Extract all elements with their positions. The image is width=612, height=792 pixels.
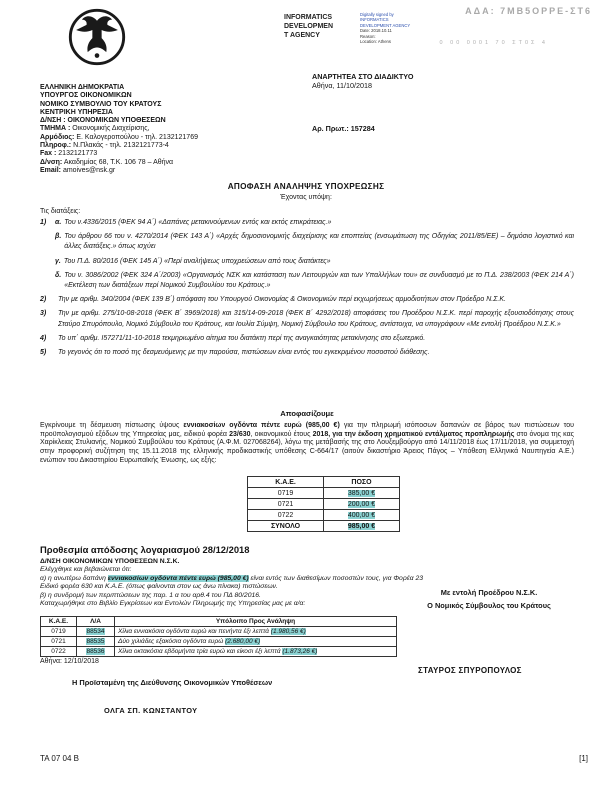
decision-text: στο όνομα της κας Χαρίκλειας Στυλιανής, Νομικού Συμβούλου του Κράτους (Α.Φ.Μ. 027068264), λόγω της μετάβασής της στο Λουξεμβούργο από 14/11/2018 έως 17/11/2018, για συμμετοχή στην προφορική συζήτηση της 15.11.2018 της ελληνικής προδικαστικής υπόθεσης C-664/17 (αιτούν δικαστήριο Άρειος Πάγος – Υπόθεση Ελληνικά Ναυπηγεία Α.Ε.) ενώπιον του Δικαστηρίου Ευρωπαϊκής Ένωσης, ως εξής: xyxy=(40,430,574,464)
verification-section xyxy=(40,558,424,608)
deadline-line: Προθεσμία απόδοσης λογαριασμού 28/12/2018 xyxy=(40,544,250,555)
letterhead-line xyxy=(40,84,300,92)
kae-header: Κ.Α.Ε. xyxy=(248,477,324,488)
verification-checked: Ελέγχθηκε και βεβαιώνεται ότι: xyxy=(40,566,132,574)
decision-year: 2018, για την έκδοση χρηματικού εντάλματος προπληρωμής xyxy=(312,430,517,438)
balance-header: Υπόλοιπο Προς Ανάληψη xyxy=(115,617,397,627)
kae-cell: 0721 xyxy=(248,499,324,510)
total-value: 985,00 € xyxy=(347,522,376,530)
stamp-agency-line: DEVELOPMEN xyxy=(284,23,334,30)
balances-row xyxy=(41,627,397,637)
verification-a-amount: εννιακοσίων ογδόντα πέντε ευρώ (985,00 €) xyxy=(107,574,249,582)
signer-name: ΣΤΑΥΡΟΣ ΣΠΥΡΟΠΟΥΛΟΣ xyxy=(418,666,522,675)
header-right xyxy=(312,72,552,90)
letterhead-label: Email: xyxy=(40,166,62,174)
letterhead-label: Πληροφ.: xyxy=(40,142,72,150)
kae-cell: 0722 xyxy=(248,510,324,521)
letterhead-value: Ε. Καλογεροπούλου - τηλ. 2132121769 xyxy=(74,133,198,141)
balance-cell xyxy=(115,637,397,647)
ada-code: ΑΔΑ: 7ΜΒ5ΟΡΡΕ-ΣΤ6 xyxy=(465,6,592,16)
letterhead-line xyxy=(40,142,300,150)
consideration-number: 4) xyxy=(40,334,47,342)
consideration-item xyxy=(40,334,574,344)
consideration-item xyxy=(40,257,574,267)
signoff-date: Αθήνα: 12/10/2018 xyxy=(40,658,99,665)
stamp-signature-line: Location: Athens xyxy=(360,39,391,45)
stamp-agency xyxy=(284,13,356,40)
letterhead-label: Fax : xyxy=(40,150,57,158)
balance-text: Χίλια οκτακόσια εβδομήντα τρία ευρώ και είκοσι έξι λεπτά xyxy=(118,648,283,655)
stamp-signature-line: DEVELOPMENT AGENCY xyxy=(360,22,411,28)
balance-text: Δύο χιλιάδες εξακόσια ογδόντα ευρώ xyxy=(118,638,226,645)
amounts-row xyxy=(248,488,400,499)
letterhead-value: Ν.Πλακάς - τηλ. 2132121773-4 xyxy=(71,142,169,150)
stamp-signature-line: Digitally signed by xyxy=(360,12,394,17)
decision-text: για την πληρωμή ισόποσων δαπανών σε βάρος των πιστώσεων του προϋπολογισμού εξόδων της Υπηρεσίας μας, ειδικού φορέα xyxy=(40,421,574,438)
letterhead-line xyxy=(40,159,300,167)
consideration-text: Το υπ΄ αριθμ. Ι57271/11-10-2018 τεκμηριωμένο αίτημα του διατάκτη περί της αναγκαιότητας μετακίνησης στο εξωτερικό. xyxy=(58,334,426,342)
stamp-signature-line: Date: 2018.10.11 xyxy=(360,28,392,34)
title-block xyxy=(0,182,612,201)
la-value: 88536 xyxy=(86,648,105,655)
consideration-mark: δ. xyxy=(55,271,62,279)
page-title: ΑΠΟΦΑΣΗ ΑΝΑΛΗΨΗΣ ΥΠΟΧΡΕΩΣΗΣ xyxy=(227,182,385,191)
city-date: Αθήνα, 11/10/2018 xyxy=(312,81,372,90)
decision-text: Εγκρίνουμε τη δέσμευση πίστωσης ύψους xyxy=(40,421,184,429)
consideration-number: 1) xyxy=(40,219,47,226)
department-head-name: ΟΛΓΑ ΣΠ. ΚΩΝΣΤΑΝΤΟΥ xyxy=(104,706,198,715)
balances-row xyxy=(41,647,397,657)
letterhead-label: ΥΠΟΥΡΓΟΣ ΟΙΚΟΝΟΜΙΚΩΝ xyxy=(40,92,132,100)
la-cell xyxy=(77,647,115,657)
kae-cell: 0722 xyxy=(41,647,77,657)
balance-amount: (2.680,00 €) xyxy=(225,638,261,645)
decision-text: , οικονομικού έτους xyxy=(250,430,313,438)
consideration-mark: γ. xyxy=(55,257,61,265)
verification-item-b: β) η συνδρομή των περιπτώσεων της παρ. 1 α του αρθ.4 του ΠΔ 80/2016. xyxy=(40,591,261,599)
consideration-item xyxy=(40,295,574,305)
amounts-row xyxy=(248,510,400,521)
verification-a-text: είναι εντός των διαθεσίμων ποσοστών τους, για Φορέα 23 Ειδικό φορέα 630 και Κ.Α.Ε. (όπως φαίνονται στον ως άνω πίνακα) πιστώσεων. xyxy=(40,574,424,591)
kae-cell: 0719 xyxy=(41,627,77,637)
consideration-text: Το γεγονός ότι το ποσό της δεσμευόμενης με την παρούσα, πιστώσεων είναι εντός του εγκεκριμένου ποσοστού διάθεσης. xyxy=(58,349,430,357)
department-head-title: Η Προϊσταμένη της Διεύθυνσης Οικονομικών Υποθέσεων xyxy=(72,678,273,687)
letterhead-label: ΝΟΜΙΚΟ ΣΥΜΒΟΥΛΙΟ ΤΟΥ ΚΡΑΤΟΥΣ xyxy=(40,100,162,108)
kae-header: Κ.Α.Ε. xyxy=(41,617,77,627)
balance-cell xyxy=(115,627,397,637)
publish-notice: ΑΝΑΡΤΗΤΕΑ ΣΤΟ ΔΙΑΔΙΚΤΥΟ xyxy=(312,72,414,81)
total-cell xyxy=(324,521,400,532)
balances-table xyxy=(40,616,397,657)
decision-heading: Αποφασίζουμε xyxy=(280,409,334,418)
amount-value: 200,00 € xyxy=(347,500,376,508)
consideration-number: 3) xyxy=(40,310,47,318)
verification-item-a xyxy=(40,575,424,592)
amount-cell xyxy=(324,499,400,510)
having-regard: Έχοντας υπόψη: xyxy=(280,194,332,201)
consideration-item xyxy=(40,218,574,228)
decision-fund-code: 23/630 xyxy=(229,430,251,438)
stamp-agency-line: INFORMATICS xyxy=(284,14,333,21)
letterhead-label: ΚΕΝΤΡΙΚΗ ΥΠΗΡΕΣΙΑ xyxy=(40,108,113,116)
amount-cell xyxy=(324,488,400,499)
provisions-label: Τις διατάξεις: xyxy=(40,208,81,215)
letterhead-value: 2132121773 xyxy=(56,150,98,158)
register-line: Καταχωρήθηκε στο Βιβλίο Εγκρίσεων και Εντολών Πληρωμής της Υπηρεσίας μας με α/α: xyxy=(40,600,306,608)
total-label: ΣΥΝΟΛΟ xyxy=(248,521,324,532)
la-cell xyxy=(77,627,115,637)
letterhead-line xyxy=(40,101,300,109)
consideration-item xyxy=(40,309,574,329)
letterhead-label: ΕΛΛΗΝΙΚΗ ΔΗΜΟΚΡΑΤΙΑ xyxy=(40,84,125,91)
amount-value: 400,00 € xyxy=(347,511,376,519)
balance-amount: (1.980,56 €) xyxy=(270,628,306,635)
la-value: 88534 xyxy=(86,628,105,635)
amounts-row xyxy=(248,499,400,510)
letterhead-line xyxy=(40,167,300,175)
order-block xyxy=(396,588,582,610)
letterhead xyxy=(40,84,300,175)
consideration-number xyxy=(40,271,55,291)
consideration-text: Του ν.4336/2015 (ΦΕΚ 94 Α΄) «Δαπάνες μετακινούμενων εντός και εκτός επικράτειας.» xyxy=(64,219,332,226)
letterhead-label: Δ/ΝΣΗ : ΟΙΚΟΝΟΜΙΚΩΝ ΥΠΟΘΕΣΕΩΝ xyxy=(40,117,166,125)
decision-section xyxy=(40,410,574,466)
balance-text: Χίλια εννιακόσια ογδόντα ευρώ και πενήντα έξι λεπτά xyxy=(118,628,271,635)
letterhead-value: Ακαδημίας 68, Τ.Κ. 106 78 – Αθήνα xyxy=(62,158,174,166)
consideration-number xyxy=(40,232,55,252)
coat-of-arms-icon xyxy=(68,8,126,66)
consideration-mark: β. xyxy=(55,233,62,241)
amounts-table xyxy=(247,476,400,532)
consideration-number xyxy=(40,257,55,267)
decision-paragraph xyxy=(40,422,574,466)
balance-amount: (1.873,26 €) xyxy=(282,648,318,655)
letterhead-label: Δ/νση: xyxy=(40,158,63,166)
stamp-signature-line: INFORMATICS xyxy=(360,17,389,23)
kae-cell: 0719 xyxy=(248,488,324,499)
consideration-text: Την με αριθμ. 340/2004 (ΦΕΚ 139 Β΄) απόφαση του Υπουργού Οικονομίας & Οικονομικών περί εκχωρήσεως αρμοδιοτήτων στον Πρόεδρο Ν.Σ.Κ. xyxy=(58,296,506,304)
considerations-list xyxy=(40,218,574,362)
consideration-number: 5) xyxy=(40,349,47,357)
balance-cell xyxy=(115,647,397,657)
letterhead-line xyxy=(40,92,300,100)
letterhead-line xyxy=(40,125,300,133)
verification-a-text: α) η ανωτέρω δαπάνη xyxy=(40,574,108,582)
total-row xyxy=(248,521,400,532)
amount-value: 385,00 € xyxy=(347,489,376,497)
la-header: Λ/Α xyxy=(77,617,115,627)
amount-cell xyxy=(324,510,400,521)
consideration-text: Του άρθρου 66 του ν. 4270/2014 (ΦΕΚ 143 Α΄) «Αρχές δημοσιονομικής διαχείρισης και εποπτείας (ενσωμάτωση της Οδηγίας 2011/85/ΕΕ) – δημόσιο λογιστικό και άλλες διατάξεις.» όπως ισχύει xyxy=(64,233,574,251)
amount-header: ΠΟΣΟ xyxy=(324,477,400,488)
letterhead-value: Οικονομικής Διαχείρισης, xyxy=(70,125,150,133)
letterhead-label: Αρμόδιος: xyxy=(40,133,75,141)
stamp-digits: 0 00 0001 70 ΣΤ0Σ 4 xyxy=(439,40,548,46)
email-value: amoives@nsk.gr xyxy=(61,166,116,174)
letterhead-label: ΤΜΗΜΑ : xyxy=(40,125,71,133)
letterhead-line xyxy=(40,134,300,142)
amounts-table-header xyxy=(248,477,400,488)
page-number: [1] xyxy=(579,754,588,763)
consideration-number: 2) xyxy=(40,296,47,304)
kae-cell: 0721 xyxy=(41,637,77,647)
consideration-item xyxy=(40,232,574,252)
consideration-text: Την με αριθμ. 275/10-08-2018 (ΦΕΚ Β΄ 3969/2018) και 315/14-09-2018 (ΦΕΚ Β΄ 4292/2018) αποφάσεις του Προέδρου Ν.Σ.Κ. περί παροχής εξουσιοδότησης στους Σταύρο Σπυρόπουλο, Νομικό Σύμβουλο του Κράτους, και Ιουλία Σύμψη, Νομική Σύμβουλο του Κράτους, αντίστοιχα, να υπογράφουν «Με εντολή Προέδρου Ν.Σ.Κ.» xyxy=(58,310,574,328)
verification-dept: Δ/ΝΣΗ ΟΙΚΟΝΟΜΙΚΩΝ ΥΠΟΘΕΣΕΩΝ Ν.Σ.Κ. xyxy=(40,558,180,565)
consideration-mark: α. xyxy=(55,219,62,226)
protocol-number: Αρ. Πρωτ.: 157284 xyxy=(312,124,375,133)
consideration-item xyxy=(40,271,574,291)
la-cell xyxy=(77,637,115,647)
la-value: 88535 xyxy=(86,638,105,645)
balances-table-header xyxy=(41,617,397,627)
balances-row xyxy=(41,637,397,647)
decision-amount: εννιακοσίων ογδόντα πέντε ευρώ (985,00 €) xyxy=(183,421,340,429)
stamp-agency-line: T AGENCY xyxy=(284,32,320,39)
consideration-text: Του ν. 3086/2002 (ΦΕΚ 324 Α΄/2003) «Οργανισμός ΝΣΚ και κατάσταση των Λειτουργών και των Υπαλλήλων του» σε συνδυασμό με το Π.Δ. 238/2003 (ΦΕΚ 214 Α΄) «Εκτέλεση των διατάξεων περί Νομικού Συμβουλίου του Κράτους.» xyxy=(64,271,574,290)
letterhead-line xyxy=(40,109,300,117)
footer-form-code: ΤΑ 07 04 Β xyxy=(40,754,79,763)
coat-of-arms xyxy=(68,8,126,71)
letterhead-line xyxy=(40,150,300,158)
consideration-text: Του Π.Δ. 80/2016 (ΦΕΚ 145 Α΄) «Περί αναλήψεως υποχρεώσεων από τους διατάκτες» xyxy=(63,257,331,265)
stamp-signature-line: Reason: xyxy=(360,33,376,39)
order-line-1: Με εντολή Προέδρου Ν.Σ.Κ. xyxy=(440,588,538,597)
consideration-item xyxy=(40,348,574,358)
order-line-2: Ο Νομικός Σύμβουλος του Κράτους xyxy=(427,601,551,610)
